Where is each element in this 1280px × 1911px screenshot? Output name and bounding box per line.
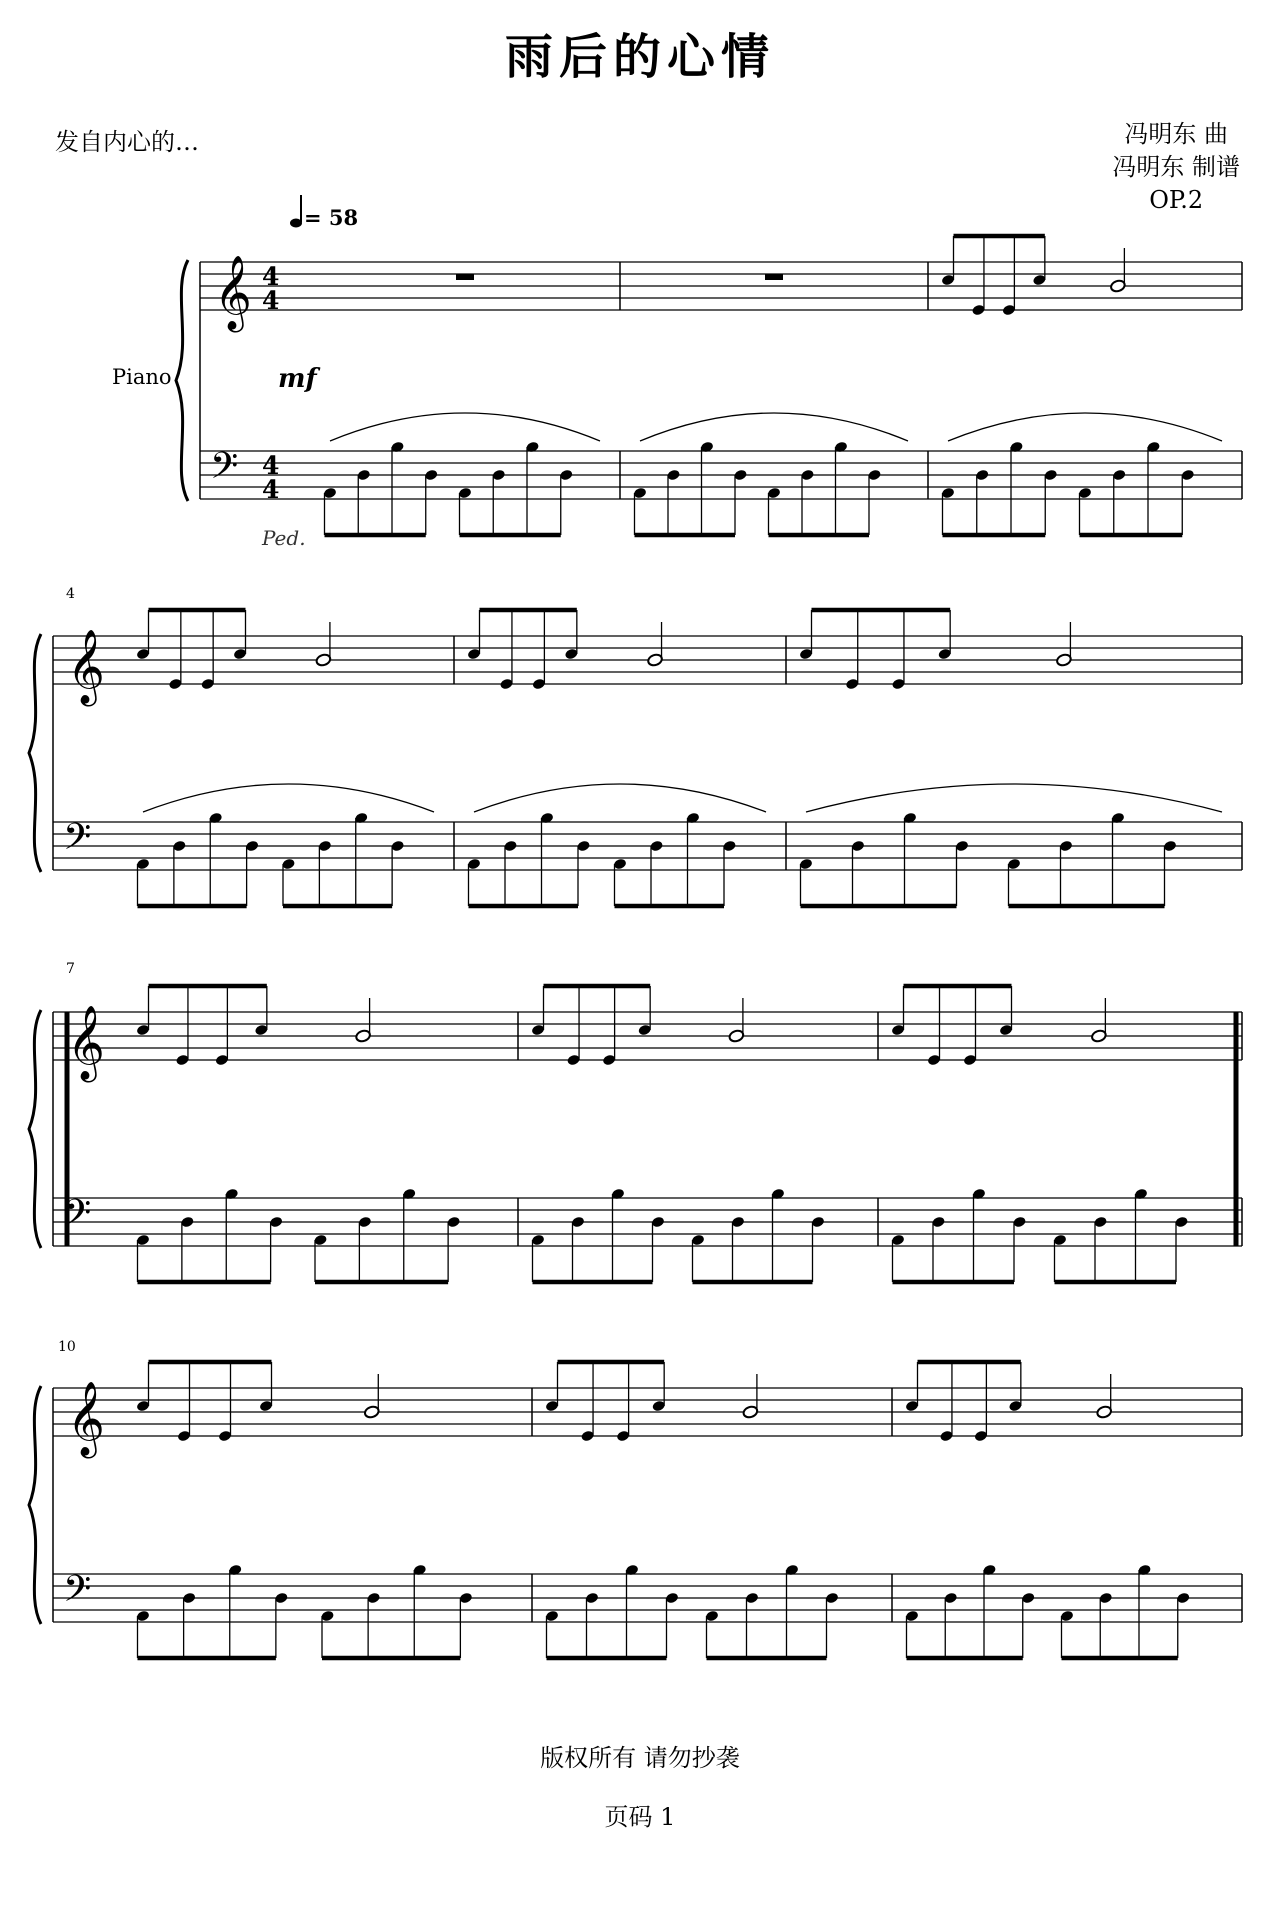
bass-clef: 𝄢 (63, 816, 92, 867)
slur (330, 413, 600, 441)
treble-clef: 𝄞 (67, 1006, 105, 1080)
copyright-notice: 版权所有 请勿抄袭 (540, 1744, 740, 1772)
dynamic-mf: mf (278, 364, 317, 394)
half-note-head (1110, 279, 1127, 293)
time-signature-bottom: 4 (262, 475, 280, 504)
subtitle: 发自内心的… (55, 128, 199, 156)
measure-number: 10 (58, 1339, 76, 1355)
whole-rest (456, 274, 474, 280)
slur (474, 784, 766, 812)
brace (29, 1010, 41, 1248)
brace (176, 260, 188, 501)
page-number: 页码 1 (604, 1803, 676, 1831)
half-note-head (1056, 653, 1073, 667)
measure-number: 7 (66, 961, 75, 977)
treble-clef: 𝄞 (67, 630, 105, 704)
slur (948, 413, 1222, 441)
time-signature-bottom: 4 (262, 286, 280, 315)
instrument-label: Piano (112, 365, 172, 389)
slur (143, 784, 434, 812)
tempo-mark (290, 195, 358, 230)
treble-clef: 𝄞 (214, 256, 252, 330)
measure-number: 4 (66, 586, 75, 602)
time-signature-top: 4 (262, 451, 280, 480)
half-note-head (363, 1405, 380, 1419)
page-title: 雨后的心情 (504, 29, 775, 85)
bass-clef: 𝄢 (63, 1568, 92, 1619)
brace (29, 634, 41, 872)
half-note-head (315, 653, 332, 667)
treble-clef: 𝄞 (67, 1382, 105, 1456)
half-note-head (1096, 1405, 1113, 1419)
staves (29, 236, 1242, 1658)
arranger-credit: 冯明东 制谱 (1112, 153, 1240, 181)
tempo-text: = 58 (304, 205, 359, 230)
opus-number: OP.2 (1149, 186, 1204, 214)
bass-clef: 𝄢 (210, 445, 239, 496)
composer-credit: 冯明东 曲 (1124, 120, 1228, 148)
half-note-head (1091, 1029, 1108, 1043)
half-note-head (728, 1029, 745, 1043)
brace (29, 1386, 41, 1624)
whole-rest (765, 274, 783, 280)
half-note-head (742, 1405, 759, 1419)
slur (806, 784, 1222, 812)
slur (640, 413, 908, 441)
pedal-mark: Ped. (262, 526, 306, 550)
half-note-head (355, 1029, 372, 1043)
time-signature-top: 4 (262, 262, 280, 291)
bass-clef: 𝄢 (63, 1192, 92, 1243)
half-note-head (647, 653, 664, 667)
